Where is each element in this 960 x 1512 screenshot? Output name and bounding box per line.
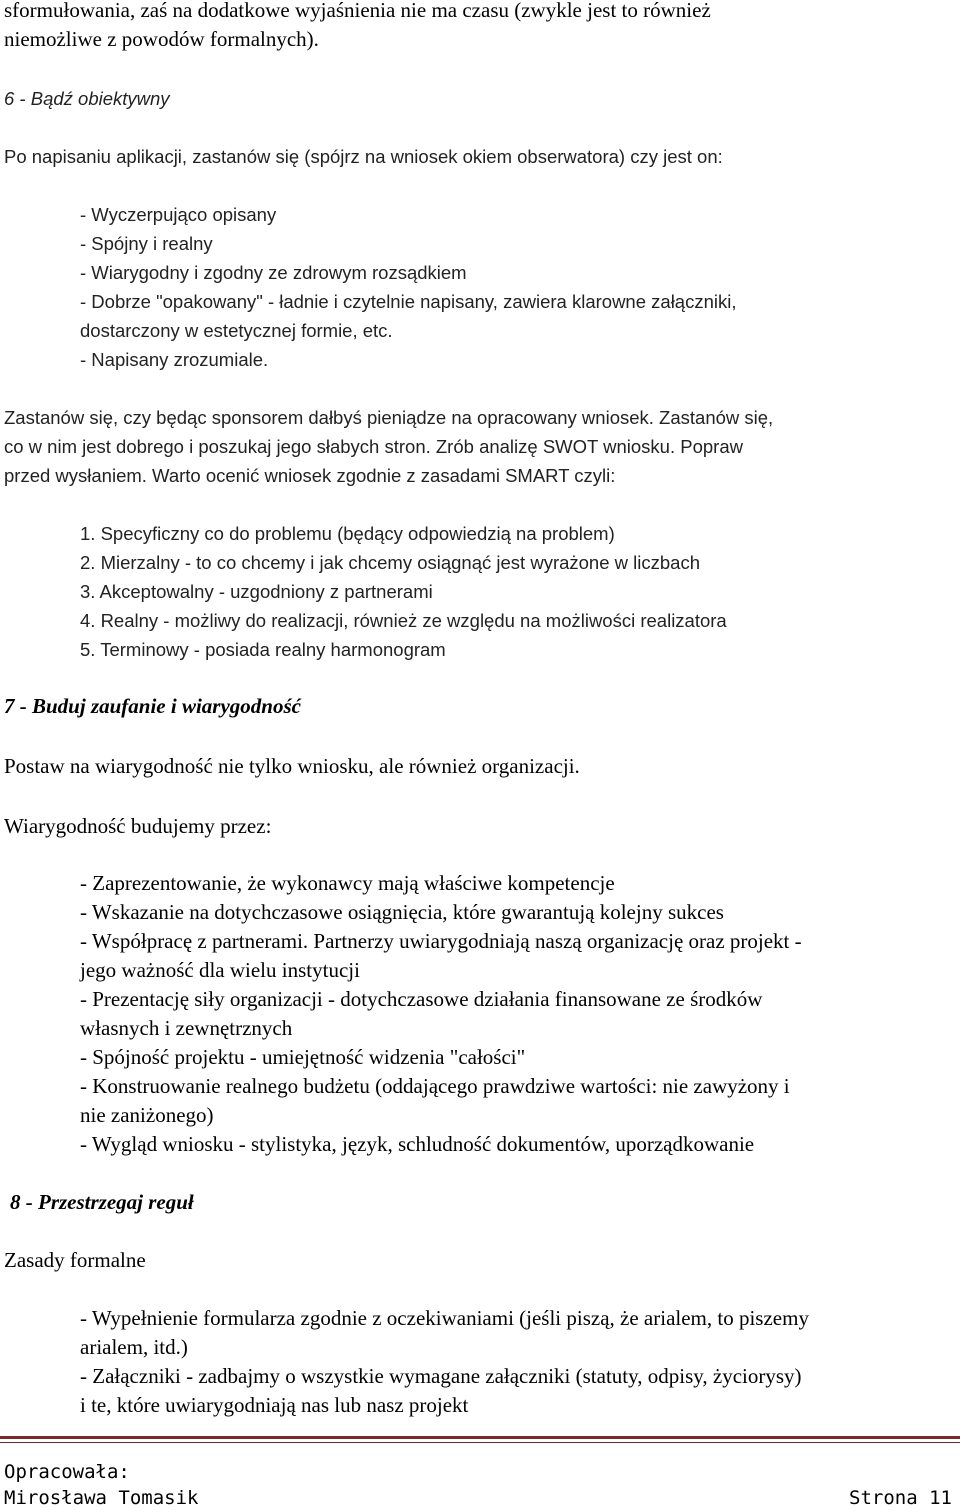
list-item: - Zaprezentowanie, że wykonawcy mają właściwe kompetencje — [80, 871, 615, 895]
text-line: Zastanów się, czy będąc sponsorem dałbyś pieniądze na opracowany wniosek. Zastanów się, — [4, 407, 774, 428]
section-6-criteria-list — [80, 200, 737, 374]
list-item: - Konstruowanie realnego budżetu (oddającego prawdziwe wartości: nie zawyżony i — [80, 1074, 790, 1098]
section-8-list — [80, 1304, 809, 1420]
section-7-paragraph: Postaw na wiarygodność nie tylko wniosku, ale również organizacji. — [4, 754, 580, 778]
list-item: 1. Specyficzny co do problemu (będący odpowiedzią na problem) — [80, 523, 615, 544]
list-item: - Wyczerpująco opisany — [80, 204, 277, 225]
intro-text — [4, 0, 711, 54]
list-item: - Załączniki - zadbajmy o wszystkie wymagane załączniki (statuty, odpisy, życiorysy) — [80, 1364, 802, 1388]
list-item: - Wskazanie na dotychczasowe osiągnięcia, które gwarantują kolejny sukces — [80, 900, 724, 924]
section-7-heading: 7 - Buduj zaufanie i wiarygodność — [4, 694, 301, 718]
list-item: - Wypełnienie formularza zgodnie z oczekiwaniami (jeśli piszą, że arialem, to piszemy — [80, 1306, 809, 1330]
list-item: i te, które uwiarygodniają nas lub nasz projekt — [80, 1393, 469, 1417]
list-item: - Napisany zrozumiale. — [80, 349, 269, 370]
list-item: - Spójny i realny — [80, 233, 213, 254]
section-6-heading: 6 - Bądź obiektywny — [4, 88, 170, 109]
footer-author: Mirosława Tomasik — [4, 1487, 199, 1509]
section-7-intro: Wiarygodność budujemy przez: — [4, 814, 272, 838]
list-item: - Współpracę z partnerami. Partnerzy uwiarygodniają naszą organizację oraz projekt - — [80, 929, 802, 953]
footer-label: Opracowała: — [4, 1461, 130, 1483]
smart-list — [80, 519, 727, 664]
list-item: 2. Mierzalny - to co chcemy i jak chcemy osiągnąć jest wyrażone w liczbach — [80, 552, 700, 573]
text-line: co w nim jest dobrego i poszukaj jego słabych stron. Zrób analizę SWOT wniosku. Popraw — [4, 436, 743, 457]
list-item: 3. Akceptowalny - uzgodniony z partnerami — [80, 581, 433, 602]
text-line: przed wysłaniem. Warto ocenić wniosek zgodnie z zasadami SMART czyli: — [4, 465, 616, 486]
list-item: 5. Terminowy - posiada realny harmonogram — [80, 639, 446, 660]
list-item: nie zaniżonego) — [80, 1103, 214, 1127]
list-item: - Prezentację siły organizacji - dotychczasowe działania finansowane ze środków — [80, 987, 763, 1011]
text-line: niemożliwe z powodów formalnych). — [4, 27, 319, 51]
section-6-lead: Po napisaniu aplikacji, zastanów się (spójrz na wniosek okiem obserwatora) czy jest on: — [4, 146, 723, 167]
list-item: - Wygląd wniosku - stylistyka, język, schludność dokumentów, uporządkowanie — [80, 1132, 755, 1156]
list-item: własnych i zewnętrznych — [80, 1016, 293, 1040]
section-7-list — [80, 869, 802, 1159]
footer-divider-thin — [0, 1442, 960, 1443]
list-item: 4. Realny - możliwy do realizacji, również ze względu na możliwości realizatora — [80, 610, 727, 631]
text-line: sformułowania, zaś na dodatkowe wyjaśnienia nie ma czasu (zwykle jest to również — [4, 0, 711, 22]
list-item: - Spójność projektu - umiejętność widzenia "całości" — [80, 1045, 526, 1069]
footer-divider — [0, 1436, 960, 1439]
section-6-paragraph — [4, 403, 773, 490]
list-item: jego ważność dla wielu instytucji — [80, 958, 360, 982]
list-item: - Dobrze "opakowany" - ładnie i czytelnie napisany, zawiera klarowne załączniki, — [80, 291, 737, 312]
list-item: - Wiarygodny i zgodny ze zdrowym rozsądkiem — [80, 262, 467, 283]
footer-page-number: Strona 11 — [849, 1487, 952, 1509]
list-item: dostarczony w estetycznej formie, etc. — [80, 320, 393, 341]
list-item: arialem, itd.) — [80, 1335, 188, 1359]
section-8-heading: 8 - Przestrzegaj reguł — [10, 1190, 194, 1214]
section-8-subheading: Zasady formalne — [4, 1248, 146, 1272]
